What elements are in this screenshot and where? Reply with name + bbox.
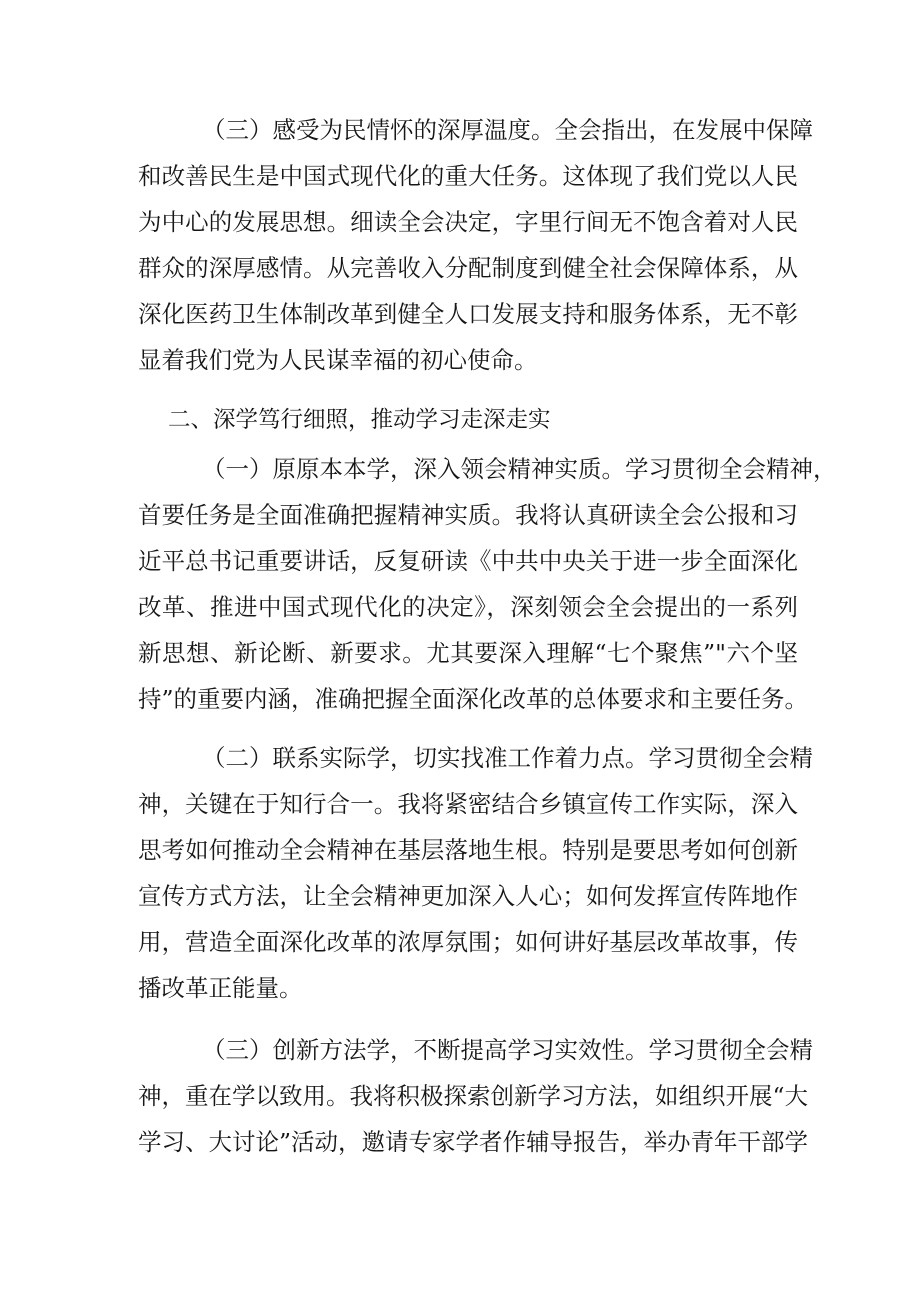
paragraph-line: 播改革正能量。 [138, 974, 303, 1002]
paragraph-line: 首要任务是全面准确把握精神实质。我将认真研读全会公报和习 [138, 501, 798, 529]
paragraph-line: 神，重在学以致用。我将积极探索创新学习方法，如组织开展“大 [138, 1082, 809, 1110]
paragraph-line: 显着我们党为人民谋幸福的初心使命。 [138, 346, 538, 374]
paragraph-line: 持”的重要内涵，准确把握全面深化改革的总体要求和主要任务。 [138, 685, 809, 713]
paragraph-line: 宣传方式方法，让全会精神更加深入人心；如何发挥宣传阵地作 [138, 882, 798, 910]
paragraph-line: （三）创新方法学，不断提高学习实效性。学习贯彻全会精 [202, 1036, 813, 1064]
paragraph-line: 用，营造全面深化改革的浓厚氛围；如何讲好基层改革故事，传 [138, 928, 798, 956]
paragraph-line: （二）联系实际学，切实找准工作着力点。学习贯彻全会精 [202, 744, 813, 772]
paragraph-line: 深化医药卫生体制改革到健全人口发展支持和服务体系，无不彰 [138, 300, 798, 328]
paragraph-line: 近平总书记重要讲话，反复研读《中共中央关于进一步全面深化 [138, 547, 798, 575]
paragraph-line: 学习、大讨论”活动，邀请专家学者作辅导报告，举办青年干部学 [138, 1128, 809, 1156]
paragraph-line: （一）原原本本学，深入领会精神实质。学习贯彻全会精神， [202, 455, 837, 483]
paragraph-line: （三）感受为民情怀的深厚温度。全会指出，在发展中保障 [202, 116, 813, 144]
paragraph-line: 为中心的发展思想。细读全会决定，字里行间无不饱含着对人民 [138, 208, 798, 236]
paragraph-line: 群众的深厚感情。从完善收入分配制度到健全社会保障体系，从 [138, 254, 798, 282]
paragraph-line: 神，关键在于知行合一。我将紧密结合乡镇宣传工作实际，深入 [138, 790, 798, 818]
paragraph-line: 思考如何推动全会精神在基层落地生根。特别是要思考如何创新 [138, 836, 798, 864]
paragraph-line: 和改善民生是中国式现代化的重大任务。这体现了我们党以人民 [138, 162, 798, 190]
paragraph-line: 新思想、新论断、新要求。尤其要深入理解“七个聚焦”"六个坚 [138, 639, 798, 667]
paragraph-line: 改革、推进中国式现代化的决定》，深刻领会全会提出的一系列 [138, 593, 798, 621]
section-heading: 二、深学笃行细照，推动学习走深走实 [168, 407, 551, 433]
